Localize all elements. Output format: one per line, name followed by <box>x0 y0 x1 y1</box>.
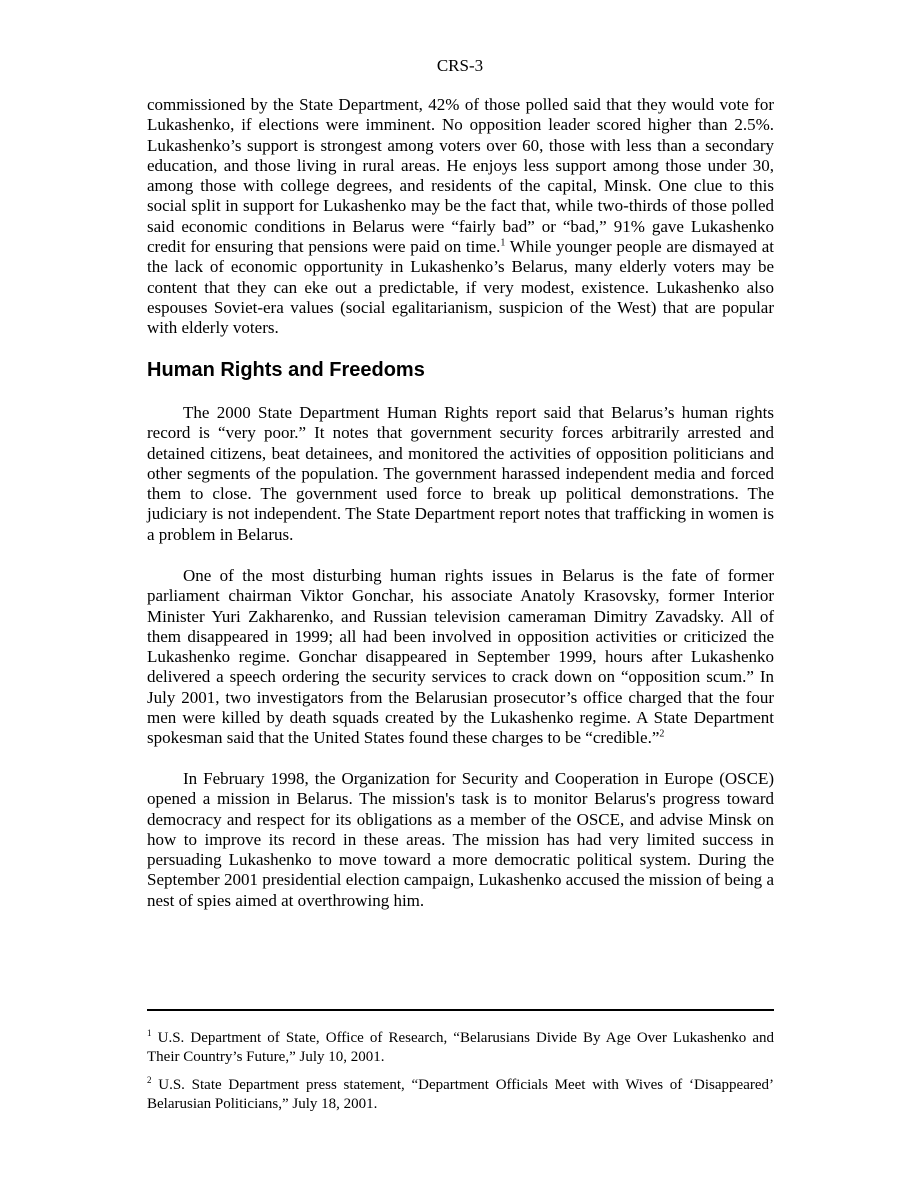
section-heading: Human Rights and Freedoms <box>147 359 425 381</box>
body-paragraph-4: In February 1998, the Organization for Security and Cooperation in Europe (OSCE) opened a mission in Belarus. The mission's task is to monitor Belarus's progress toward democracy and respect for its obligations as a member of the OSCE, and advise Minsk on how to improve its record in these areas. The mission has had very limited success in persuading Lukashenko to move toward a more democratic political system. During the September 2001 presidential election campaign, Lukashenko accused the mission of being a nest of spies aimed at overthrowing him. <box>147 769 774 910</box>
paragraph-1-text-cont: While younger people are dismayed at the lack of economic opportunity in Lukashenko’s Belarus, many elderly voters may be content that they can eke out a predictable, if very modest, existence. Lukashenko also espouses Soviet-era values (social egalitarianism, suspicion of the West) that are popular with elderly voters. <box>147 237 774 338</box>
footnote-divider <box>147 1009 774 1011</box>
footnote-ref-2[interactable]: 2 <box>659 728 665 740</box>
paragraph-3-text: One of the most disturbing human rights issues in Belarus is the fate of former parliament chairman Viktor Gonchar, his associate Anatoly Krasovsky, former Interior Minister Yuri Zakharenko, and Russian television cameraman Dimitry Zavadsky. All of them disappeared in 1999; all had been involved in opposition activities or criticized the Lukashenko regime. Gonchar disappeared in September 1999, hours after Lukashenko delivered a speech ordering the security services to crack down on “opposition scum.” In July 2001, two investigators from the Belarusian prosecutor’s office charged that the four men were killed by death squads created by the Lukashenko regime. A State Department spokesman said that the United States found these charges to be “credible.” <box>147 566 774 748</box>
footnote-ref-1[interactable]: 1 <box>500 237 506 249</box>
footnote-1-text: U.S. Department of State, Office of Research, “Belarusians Divide By Age Over Lukashenko and Their Country’s Future,” July 10, 2001. <box>147 1030 774 1065</box>
footnote-2 <box>147 1076 774 1113</box>
footnote-1-marker: 1 <box>147 1028 152 1038</box>
body-paragraph-1 <box>147 95 774 339</box>
page-number: CRS-3 <box>436 56 484 75</box>
paragraph-1-text: commissioned by the State Department, 42% of those polled said that they would vote for Lukashenko, if elections were imminent. No opposition leader scored higher than 2.5%. Lukashenko’s support is strongest among voters over 60, those with less than a secondary education, and those living in rural areas. He enjoys less support among those under 30, among those with college degrees, and residents of the capital, Minsk. One clue to this social split in support for Lukashenko may be the fact that, while two-thirds of those polled said economic conditions in Belarus were “fairly bad” or “bad,” 91% gave Lukashenko credit for ensuring that pensions were paid on time. <box>147 95 774 257</box>
footnote-2-text: U.S. State Department press statement, “Department Officials Meet with Wives of ‘Disappeared’ Belarusian Politicians,” July 18, 2001. <box>147 1077 774 1112</box>
body-paragraph-2: The 2000 State Department Human Rights report said that Belarus’s human rights record is “very poor.” It notes that government security forces arbitrarily arrested and detained citizens, beat detainees, and monitored the activities of opposition politicians and other segments of the population. The government harassed independent media and forced them to close. The government used force to break up political demonstrations. The judiciary is not independent. The State Department report notes that trafficking in women is a problem in Belarus. <box>147 403 774 544</box>
body-paragraph-3 <box>147 566 774 749</box>
footnote-2-marker: 2 <box>147 1075 152 1085</box>
footnote-1 <box>147 1029 774 1066</box>
page-header <box>0 56 920 76</box>
